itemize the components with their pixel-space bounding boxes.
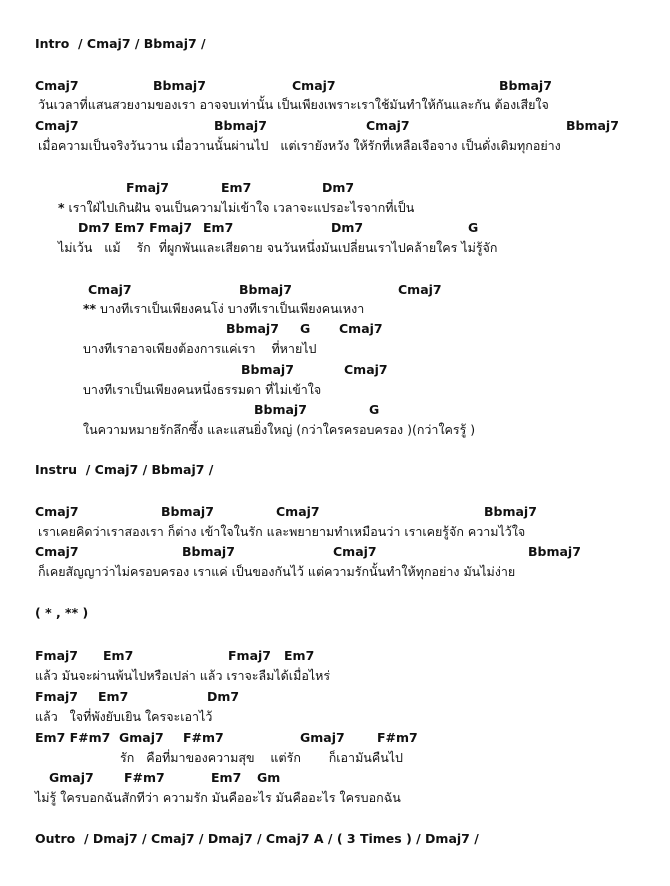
chord: Cmaj7	[35, 118, 79, 133]
lyric-line: ไม่เว้น แม้ รัก ที่ผูกพันและเสียดาย จนวันหนึ่งมันเปลี่ยนเราไปคล้ายใคร ไม่รู้จัก	[58, 240, 498, 255]
chord: Dm7	[207, 689, 240, 704]
lyric-line: แล้ว ใจที่พังยับเยิน ใครจะเอาไว้	[35, 709, 213, 724]
chord: Gmaj7	[300, 730, 345, 745]
chord: Dm7	[331, 220, 364, 235]
chord: Cmaj7	[35, 504, 79, 519]
lyric-line: เราเคยคิดว่าเราสองเรา ก็ต่าง เข้าใจในรัก และพยายามทำเหมือนว่า เราเคยรู้จัก ความไว้ใจ	[38, 524, 526, 539]
chord: Cmaj7	[88, 282, 132, 297]
lyric-line: บางทีเราเป็นเพียงคนหนึ่งธรรมดา ที่ไม่เข้าใจ	[83, 382, 322, 397]
chord: Cmaj7	[344, 362, 388, 377]
chord: Fmaj7	[228, 648, 271, 663]
lyric-line: บางทีเราอาจเพียงต้องการแค่เรา ที่หายไป	[83, 341, 317, 356]
lyric-line	[58, 202, 414, 215]
chord: Cmaj7	[339, 321, 383, 336]
lyric-line: ก็เคยสัญญาว่าไม่ครอบครอง เราแค่ เป็นของกันไว้ แต่ความรักนั้นทำให้ทุกอย่าง มันไม่ง่าย	[38, 564, 516, 579]
chord: Em7	[284, 648, 315, 663]
chord: Em7	[211, 770, 242, 785]
chord: Bbmaj7	[254, 402, 307, 417]
chord: Bbmaj7	[239, 282, 292, 297]
chord: Cmaj7	[398, 282, 442, 297]
lyric-text: เราใฝ่ไปเกินฝัน จนเป็นความไม่เข้าใจ เวลาจะแปรอะไรจากที่เป็น	[64, 200, 415, 215]
chord: Bbmaj7	[241, 362, 294, 377]
lyric-line: วันเวลาที่แสนสวยงามของเรา อาจจบเท่านั้น เป็นเพียงเพราะเราใช้มันทำให้กันและกัน ต้องเสียใจ	[38, 97, 549, 112]
lyric-text: บางทีเราเป็นเพียงคนโง่ บางทีเราเป็นเพียงคนเหงา	[96, 301, 365, 316]
chord: Cmaj7	[276, 504, 320, 519]
instru-line: Instru / Cmaj7 / Bbmaj7 /	[35, 462, 214, 477]
chord: Bbmaj7	[566, 118, 619, 133]
lyric-line: เมื่อความเป็นจริงวันวาน เมื่อวานนั้นผ่านไป แต่เรายังหวัง ให้รักที่เหลือเจือจาง เป็นดั่งเดิมทุกอย่าง	[38, 138, 561, 153]
chord: F#m7	[377, 730, 418, 745]
lyric-line: แล้ว มันจะผ่านพ้นไปหรือเปล่า แล้ว เราจะลืมได้เมื่อไหร่	[35, 668, 331, 683]
chord: Bbmaj7	[499, 78, 552, 93]
chord: Em7	[103, 648, 134, 663]
chord: G	[300, 321, 311, 336]
outro-line: Outro / Dmaj7 / Cmaj7 / Dmaj7 / Cmaj7 A / ( 3 Times ) / Dmaj7 /	[35, 831, 479, 846]
chord: Bbmaj7	[182, 544, 235, 559]
chord: G	[468, 220, 479, 235]
chord: Em7	[221, 180, 252, 195]
chord: Cmaj7	[333, 544, 377, 559]
section-marker: **	[83, 301, 97, 316]
chord: Cmaj7	[366, 118, 410, 133]
chord: Fmaj7	[126, 180, 169, 195]
chord: Gm	[257, 770, 281, 785]
chord: Gmaj7	[49, 770, 94, 785]
chord: Bbmaj7	[528, 544, 581, 559]
chord: Fmaj7	[35, 689, 78, 704]
chord: Bbmaj7	[214, 118, 267, 133]
chord: Cmaj7	[35, 544, 79, 559]
lyric-line: รัก คือที่มาของความสุข แต่รัก ก็เอามันคืนไป	[120, 750, 403, 765]
chord: Gmaj7	[119, 730, 164, 745]
lyric-line	[83, 303, 364, 316]
chord: Cmaj7	[35, 78, 79, 93]
chord: Em7	[203, 220, 234, 235]
chord: Em7 F#m7	[35, 730, 111, 745]
chord: Cmaj7	[292, 78, 336, 93]
chord: F#m7	[183, 730, 224, 745]
lyric-line: ไม่รู้ ใครบอกฉันสักทีว่า ความรัก มันคืออะไร มันคืออะไร ใครบอกฉัน	[35, 790, 401, 805]
intro-line: Intro / Cmaj7 / Bbmaj7 /	[35, 36, 206, 51]
lyric-line: ในความหมายรักลึกซึ้ง และแสนยิ่งใหญ่ (กว่าใครครอบครอง )(กว่าใครรู้ )	[83, 422, 476, 437]
chord: Bbmaj7	[484, 504, 537, 519]
chord: Em7	[98, 689, 129, 704]
chord: Fmaj7	[35, 648, 78, 663]
chord: G	[369, 402, 380, 417]
chord: Bbmaj7	[226, 321, 279, 336]
chord: Bbmaj7	[153, 78, 206, 93]
chord: Dm7 Em7 Fmaj7	[78, 220, 193, 235]
chord: Bbmaj7	[161, 504, 214, 519]
chord: F#m7	[124, 770, 165, 785]
section-marker: *	[58, 200, 65, 215]
repeat-marker: ( * , ** )	[35, 605, 89, 620]
chord: Dm7	[322, 180, 355, 195]
